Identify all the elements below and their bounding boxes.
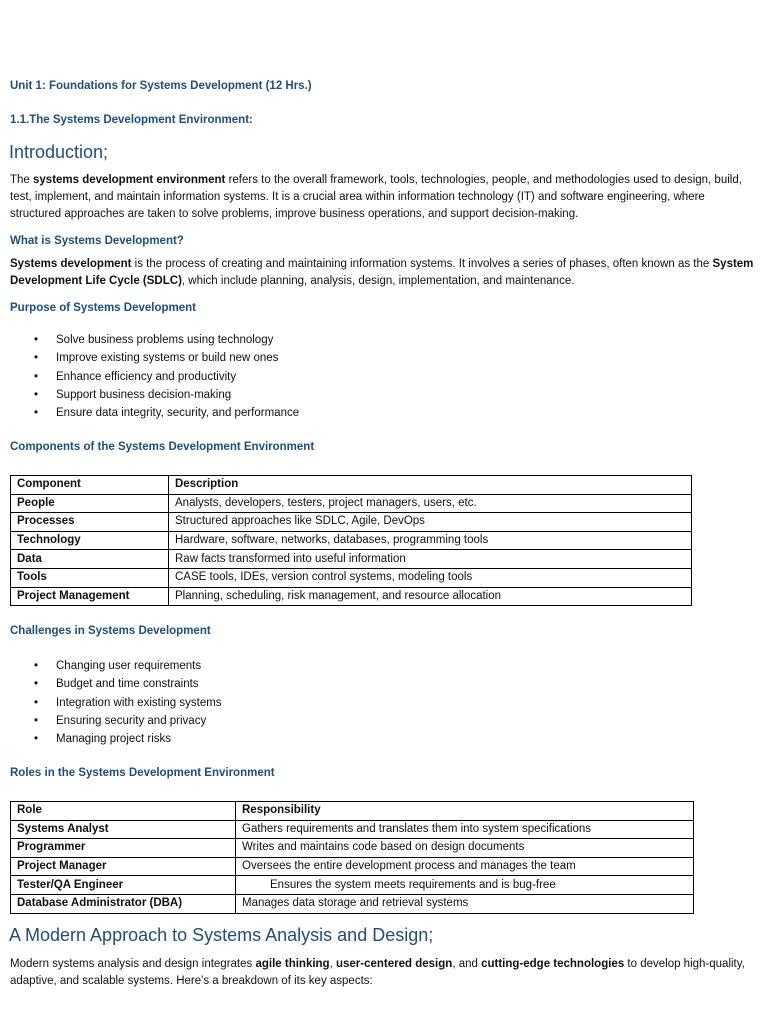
- components-heading: Components of the Systems Development Environment: [10, 441, 315, 453]
- modern-heading: A Modern Approach to Systems Analysis and Design;: [9, 925, 434, 945]
- table-row: Project Manager Oversees the entire development process and manages the team: [11, 857, 694, 876]
- table-row: Tester/QA Engineer Ensures the system meets requirements and is bug-free: [11, 876, 694, 895]
- table-row: Database Administrator (DBA) Manages data storage and retrieval systems: [11, 894, 694, 913]
- list-item: • Budget and time constraints: [34, 678, 199, 691]
- unit-title: Unit 1: Foundations for Systems Development (12 Hrs.): [10, 80, 312, 92]
- table-row: Project Management Planning, scheduling, risk management, and resource allocation: [11, 587, 692, 606]
- table-row: Tools CASE tools, IDEs, version control systems, modeling tools: [11, 568, 692, 587]
- list-item: • Managing project risks: [34, 733, 172, 746]
- intro-heading: Introduction;: [9, 142, 109, 162]
- roles-table: [10, 801, 694, 914]
- table-row: Systems Analyst Gathers requirements and translates them into system specifications: [11, 820, 694, 839]
- list-item: • Ensure data integrity, security, and performance: [34, 407, 300, 420]
- purpose-list: [10, 331, 299, 422]
- list-item: • Changing user requirements: [34, 660, 202, 672]
- components-table: [10, 475, 692, 606]
- modern-paragraph: Modern systems analysis and design integrates agile thinking, user-centered design, and cutting-edge technologies to develop high-quality, adaptive, and scalable systems. Here's a breakdown of its key aspects:: [10, 958, 745, 987]
- table-row: Component Description: [11, 476, 692, 495]
- table-row: Role Responsibility: [11, 802, 694, 821]
- list-item: • Solve business problems using technology: [34, 334, 274, 346]
- list-item: • Improve existing systems or build new ones: [34, 352, 279, 365]
- purpose-heading: Purpose of Systems Development: [10, 302, 196, 314]
- list-item: • Ensuring security and privacy: [34, 714, 207, 727]
- table-row: Technology Hardware, software, networks, databases, programming tools: [11, 531, 692, 550]
- what-is-heading: What is Systems Development?: [10, 235, 184, 247]
- intro-paragraph: The systems development environment refers to the overall framework, tools, technologies, people, and methodologies used to design, build, test, implement, and maintain information systems. It is a crucial area within information technology (IT) and software engineering, where structured approaches are taken to solve problems, improve business operations, and support decision-making.: [10, 174, 742, 220]
- section-title: 1.1.The Systems Development Environment:: [10, 114, 253, 126]
- list-item: • Integration with existing systems: [34, 696, 222, 709]
- list-item: • Enhance efficiency and productivity: [34, 370, 237, 383]
- list-item: • Support business decision-making: [34, 388, 232, 401]
- challenges-list: [10, 657, 222, 748]
- table-row: People Analysts, developers, testers, project managers, users, etc.: [11, 494, 692, 513]
- table-row: Processes Structured approaches like SDLC, Agile, DevOps: [11, 513, 692, 532]
- roles-heading: Roles in the Systems Development Environment: [10, 767, 275, 779]
- table-row: Data Raw facts transformed into useful information: [11, 550, 692, 569]
- what-is-paragraph: Systems development is the process of creating and maintaining information systems. It involves a series of phases, often known as the System Development Life Cycle (SDLC), which include planning, analysis, design, implementation, and maintenance.: [10, 258, 754, 287]
- table-row: Programmer Writes and maintains code based on design documents: [11, 839, 694, 858]
- challenges-heading: Challenges in Systems Development: [10, 625, 211, 637]
